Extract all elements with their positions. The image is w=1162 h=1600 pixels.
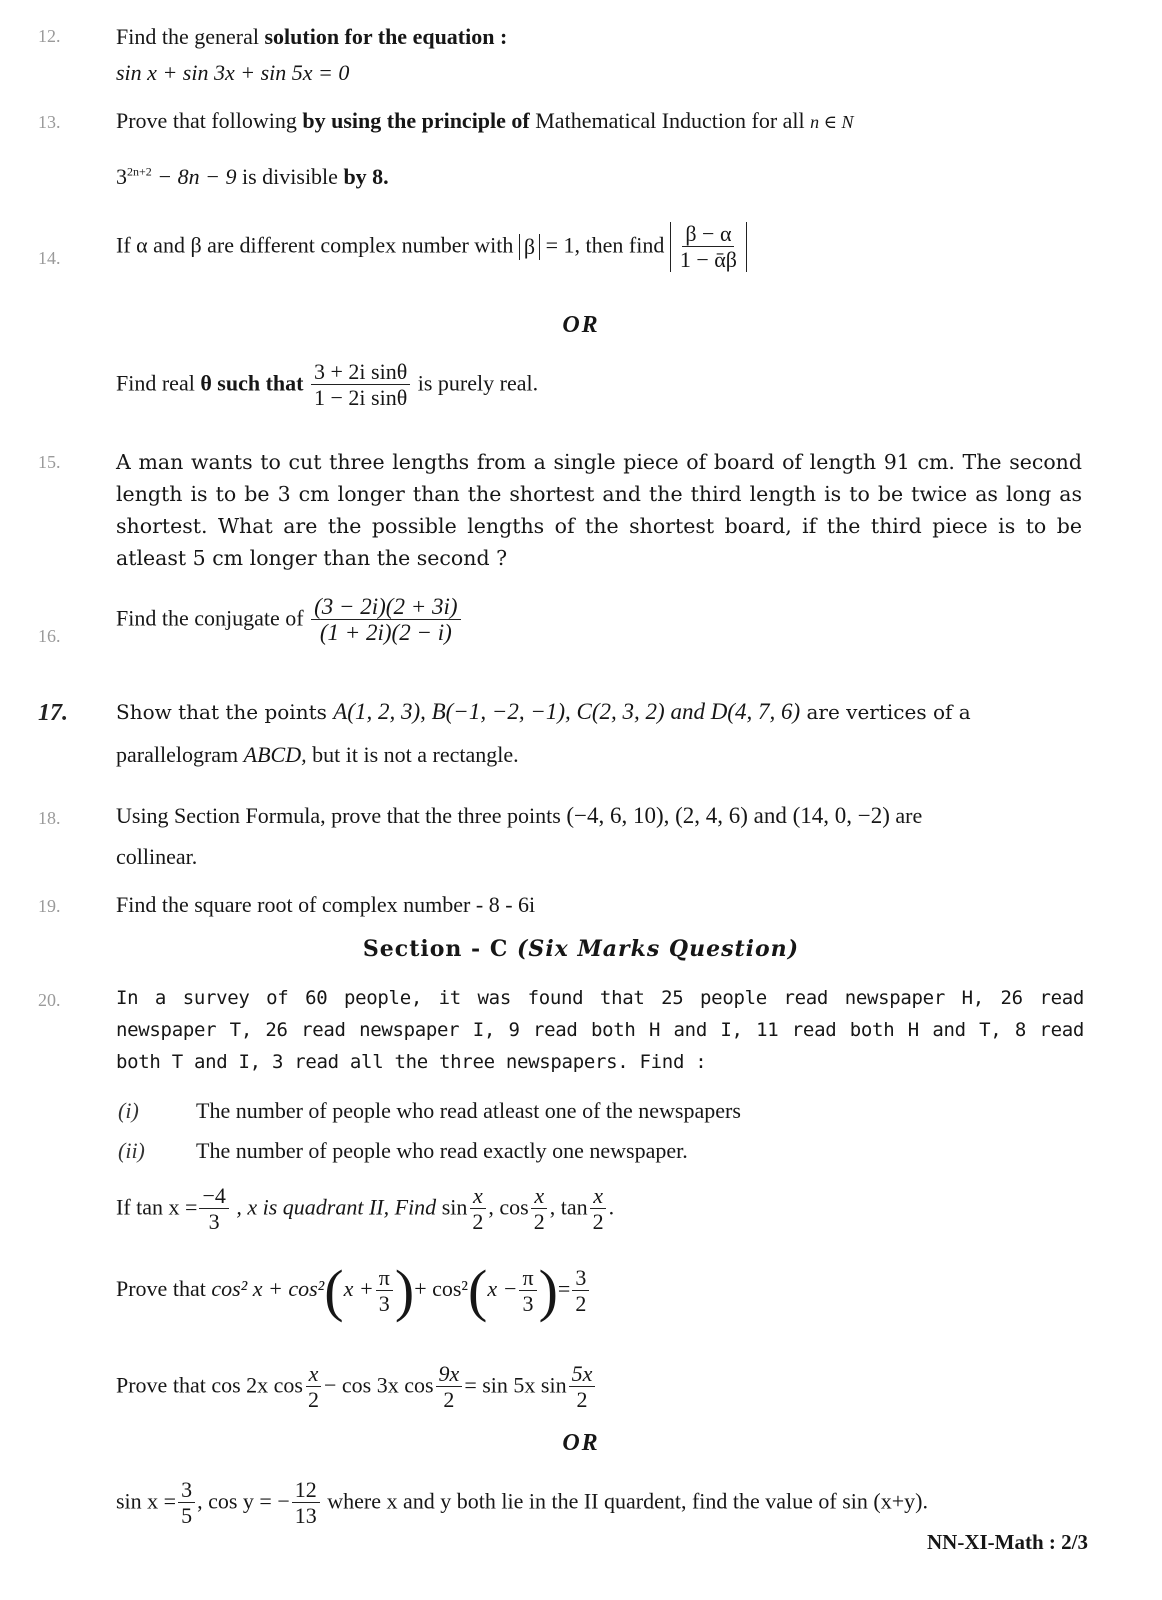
- question-number: 16.: [38, 626, 61, 646]
- q13-text: Prove that following by using the principle of Mathematical Induction for all n ∈ N: [116, 108, 854, 133]
- q19-text: Find the square root of complex number - 8 - 6i: [116, 892, 536, 917]
- question-number: 13.: [38, 112, 61, 132]
- q12-text: Find the general solution for the equation :: [116, 24, 508, 49]
- q22-text: Prove that cos² x + cos²(x + $\frac{\pi}{3}$ )+ cos²(x − $\frac{\pi}{3}$ )= $\frac{3}{2}$: [116, 1262, 591, 1320]
- q15-text: A man wants to cut three lengths from a single piece of board of length 91 cm. The second length is to be 3 cm longer than the shortest and the third length is to be twice as long as shortest. What are the possible lengths of the shortest board, if the third piece is to be atleast 5 cm longer than the second ?: [116, 450, 1082, 570]
- question-number: 15.: [38, 452, 61, 472]
- part-text: The number of people who read atleast one of the newspapers: [196, 1098, 741, 1123]
- q14-alt-text: Find real θ such that $\frac{\text{3 + 2i sinθ}}{\text{1 − 2i sinθ}}$ is purely real.: [116, 359, 539, 411]
- question-number: 20.: [38, 990, 61, 1010]
- q14-text: If α and β are different complex number with β = 1, then find $\frac{\beta - \alpha}{\text{1 − ᾱβ}}$: [116, 222, 747, 272]
- section-heading: Section - C (Six Marks Question): [362, 936, 800, 962]
- q17-text-2: parallelogram ABCD, but it is not a rectangle.: [116, 742, 519, 767]
- q18-text-2: collinear.: [116, 844, 198, 869]
- q21-text: If tan x = $\frac{-4}{3}$ , x is quadrant II, Find sin $\frac{x}{2}$ , cos $\frac{x}{2}$ , tan $\frac{x}{2}$ .: [116, 1183, 615, 1235]
- part-label: (ii): [118, 1138, 145, 1163]
- question-number: 14.: [38, 248, 61, 268]
- question-number: 12.: [38, 26, 61, 46]
- q12-equation: sin x + sin 3x + sin 5x = 0: [116, 60, 350, 85]
- q20-text: In a survey of 60 people, it was found that 25 people read newspaper H, 26 read newspaper T, 26 read newspaper I, 9 read both H and I, 11 read both H and T, 8 read both T and I, 3 read all the three newspapers. Find :: [116, 987, 1084, 1073]
- or-separator: OR: [562, 312, 600, 338]
- page-footer: NN-XI-Math : 2/3: [927, 1530, 1088, 1554]
- question-number: 17.: [38, 700, 68, 726]
- question-number: 18.: [38, 808, 61, 828]
- part-text: The number of people who read exactly one newspaper.: [196, 1138, 688, 1163]
- q13-expression: $3^{2n+2} - 8n - 9$ is divisible by 8.: [116, 164, 389, 189]
- q23-text: Prove that cos 2x cos $\frac{x}{2}$ − cos 3x cos $\frac{9x}{2}$ = sin 5x sin $\frac{5x}{2}$: [116, 1362, 597, 1412]
- or-separator: OR: [562, 1430, 600, 1456]
- q16-text: Find the conjugate of $\frac{(3 - 2i)(2 + 3i)}{(1 + 2i)(2 - i)}$: [116, 594, 463, 647]
- q23-alt-text: sin x = $\frac{3}{5}$ , cos y = − $\frac{12}{13}$ where x and y both lie in the II quardent, find the value of sin (x+y).: [116, 1477, 928, 1529]
- q17-text: Show that the points A(1, 2, 3), B(−1, −2, −1), C(2, 3, 2) and D(4, 7, 6) are vertices of a: [116, 699, 971, 724]
- part-label: (i): [118, 1098, 139, 1123]
- question-number: 19.: [38, 896, 61, 916]
- q18-text: Using Section Formula, prove that the three points (−4, 6, 10), (2, 4, 6) and (14, 0, −2) are: [116, 803, 923, 828]
